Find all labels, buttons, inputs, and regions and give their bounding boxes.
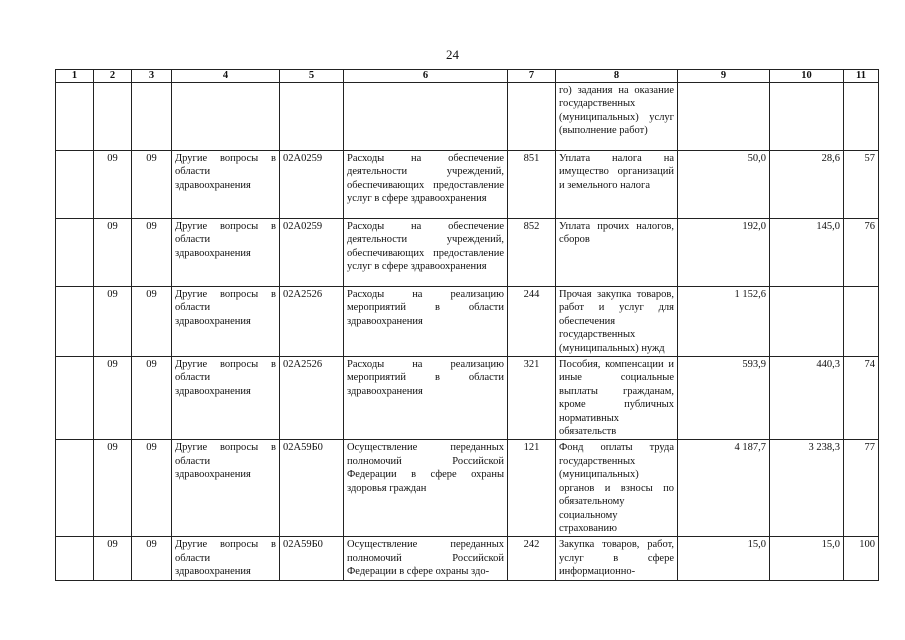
cell-percent: 74	[844, 357, 879, 440]
cell-actual: 15,0	[770, 537, 844, 580]
table-row	[56, 357, 879, 440]
cell-subsection: 09	[132, 151, 172, 219]
col-header-10: 10	[770, 70, 844, 83]
cell-section: 09	[94, 357, 132, 440]
cell-expense-type-name: Фонд оплаты труда государственных (муниципальных) органов и взносы по обязательному социальному страхованию	[556, 440, 678, 537]
cell-row-number	[56, 83, 94, 151]
cell-row-number	[56, 151, 94, 219]
cell-percent: 76	[844, 219, 879, 287]
cell-subsection: 09	[132, 287, 172, 357]
budget-table	[55, 69, 879, 581]
col-header-11: 11	[844, 70, 879, 83]
cell-row-number	[56, 440, 94, 537]
cell-section: 09	[94, 440, 132, 537]
col-header-2: 2	[94, 70, 132, 83]
cell-plan: 15,0	[678, 537, 770, 580]
cell-expense-type-name: го) задания на оказание государственных (муниципальных) услуг (выполнение работ)	[556, 83, 678, 151]
cell-subsection	[132, 83, 172, 151]
cell-expense-type-name: Прочая закупка товаров, работ и услуг для обеспечения государственных (муниципальных) нужд	[556, 287, 678, 357]
cell-actual: 145,0	[770, 219, 844, 287]
cell-subsection-name: Другие вопросы в области здравоохранения	[172, 537, 280, 580]
cell-percent	[844, 83, 879, 151]
table-row	[56, 83, 879, 151]
table-row	[56, 287, 879, 357]
cell-actual: 440,3	[770, 357, 844, 440]
cell-subsection-name	[172, 83, 280, 151]
cell-row-number	[56, 219, 94, 287]
cell-plan: 192,0	[678, 219, 770, 287]
cell-subsection-name: Другие вопросы в области здравоохранения	[172, 287, 280, 357]
page-number: 24	[446, 47, 459, 62]
cell-target-code: 02А0259	[280, 219, 344, 287]
cell-actual: 28,6	[770, 151, 844, 219]
cell-expense-type-code: 321	[508, 357, 556, 440]
table-row	[56, 537, 879, 580]
col-header-1: 1	[56, 70, 94, 83]
cell-percent	[844, 287, 879, 357]
cell-subsection: 09	[132, 440, 172, 537]
cell-row-number	[56, 287, 94, 357]
cell-section: 09	[94, 219, 132, 287]
cell-subsection: 09	[132, 357, 172, 440]
cell-subsection-name: Другие вопросы в области здравоохранения	[172, 440, 280, 537]
cell-actual	[770, 83, 844, 151]
table-row	[56, 440, 879, 537]
cell-expense-type-name: Уплата налога на имущество организаций и земельного налога	[556, 151, 678, 219]
cell-target-code: 02А59Б0	[280, 440, 344, 537]
cell-target-name	[344, 83, 508, 151]
col-header-3: 3	[132, 70, 172, 83]
col-header-9: 9	[678, 70, 770, 83]
cell-subsection: 09	[132, 219, 172, 287]
cell-expense-type-code: 244	[508, 287, 556, 357]
cell-target-name: Расходы на обеспечение деятельности учреждений, обеспечивающих предоставление услуг в сфере здравоохранения	[344, 219, 508, 287]
cell-section	[94, 83, 132, 151]
cell-plan: 50,0	[678, 151, 770, 219]
cell-expense-type-code: 851	[508, 151, 556, 219]
cell-row-number	[56, 357, 94, 440]
cell-target-code	[280, 83, 344, 151]
table-row	[56, 219, 879, 287]
cell-expense-type-name: Закупка товаров, работ, услуг в сфере информационно-	[556, 537, 678, 580]
cell-plan: 593,9	[678, 357, 770, 440]
cell-target-name: Осуществление переданных полномочий Российской Федерации в сфере охраны здо-	[344, 537, 508, 580]
cell-target-code: 02А2526	[280, 287, 344, 357]
cell-target-name: Расходы на обеспечение деятельности учреждений, обеспечивающих предоставление услуг в сфере здравоохранения	[344, 151, 508, 219]
col-header-5: 5	[280, 70, 344, 83]
cell-target-name: Расходы на реализацию мероприятий в области здравоохранения	[344, 287, 508, 357]
cell-section: 09	[94, 151, 132, 219]
cell-actual	[770, 287, 844, 357]
cell-percent: 57	[844, 151, 879, 219]
cell-expense-type-name: Уплата прочих налогов, сборов	[556, 219, 678, 287]
cell-target-code: 02А59Б0	[280, 537, 344, 580]
cell-target-code: 02А2526	[280, 357, 344, 440]
cell-expense-type-code: 852	[508, 219, 556, 287]
cell-subsection-name: Другие вопросы в области здравоохранения	[172, 219, 280, 287]
cell-expense-type-code	[508, 83, 556, 151]
cell-expense-type-code: 121	[508, 440, 556, 537]
cell-target-code: 02А0259	[280, 151, 344, 219]
cell-expense-type-name: Пособия, компенсации и иные социальные выплаты гражданам, кроме публичных нормативных обязательств	[556, 357, 678, 440]
col-header-6: 6	[344, 70, 508, 83]
table-row	[56, 151, 879, 219]
col-header-8: 8	[556, 70, 678, 83]
col-header-4: 4	[172, 70, 280, 83]
cell-percent: 77	[844, 440, 879, 537]
cell-subsection-name: Другие вопросы в области здравоохранения	[172, 357, 280, 440]
cell-actual: 3 238,3	[770, 440, 844, 537]
cell-plan: 4 187,7	[678, 440, 770, 537]
cell-plan	[678, 83, 770, 151]
cell-section: 09	[94, 537, 132, 580]
cell-subsection-name: Другие вопросы в области здравоохранения	[172, 151, 280, 219]
cell-plan: 1 152,6	[678, 287, 770, 357]
cell-expense-type-code: 242	[508, 537, 556, 580]
cell-target-name: Расходы на реализацию мероприятий в области здравоохранения	[344, 357, 508, 440]
header-row	[56, 70, 879, 83]
cell-row-number	[56, 537, 94, 580]
cell-percent: 100	[844, 537, 879, 580]
cell-subsection: 09	[132, 537, 172, 580]
cell-section: 09	[94, 287, 132, 357]
col-header-7: 7	[508, 70, 556, 83]
cell-target-name: Осуществление переданных полномочий Российской Федерации в сфере охраны здоровья граждан	[344, 440, 508, 537]
